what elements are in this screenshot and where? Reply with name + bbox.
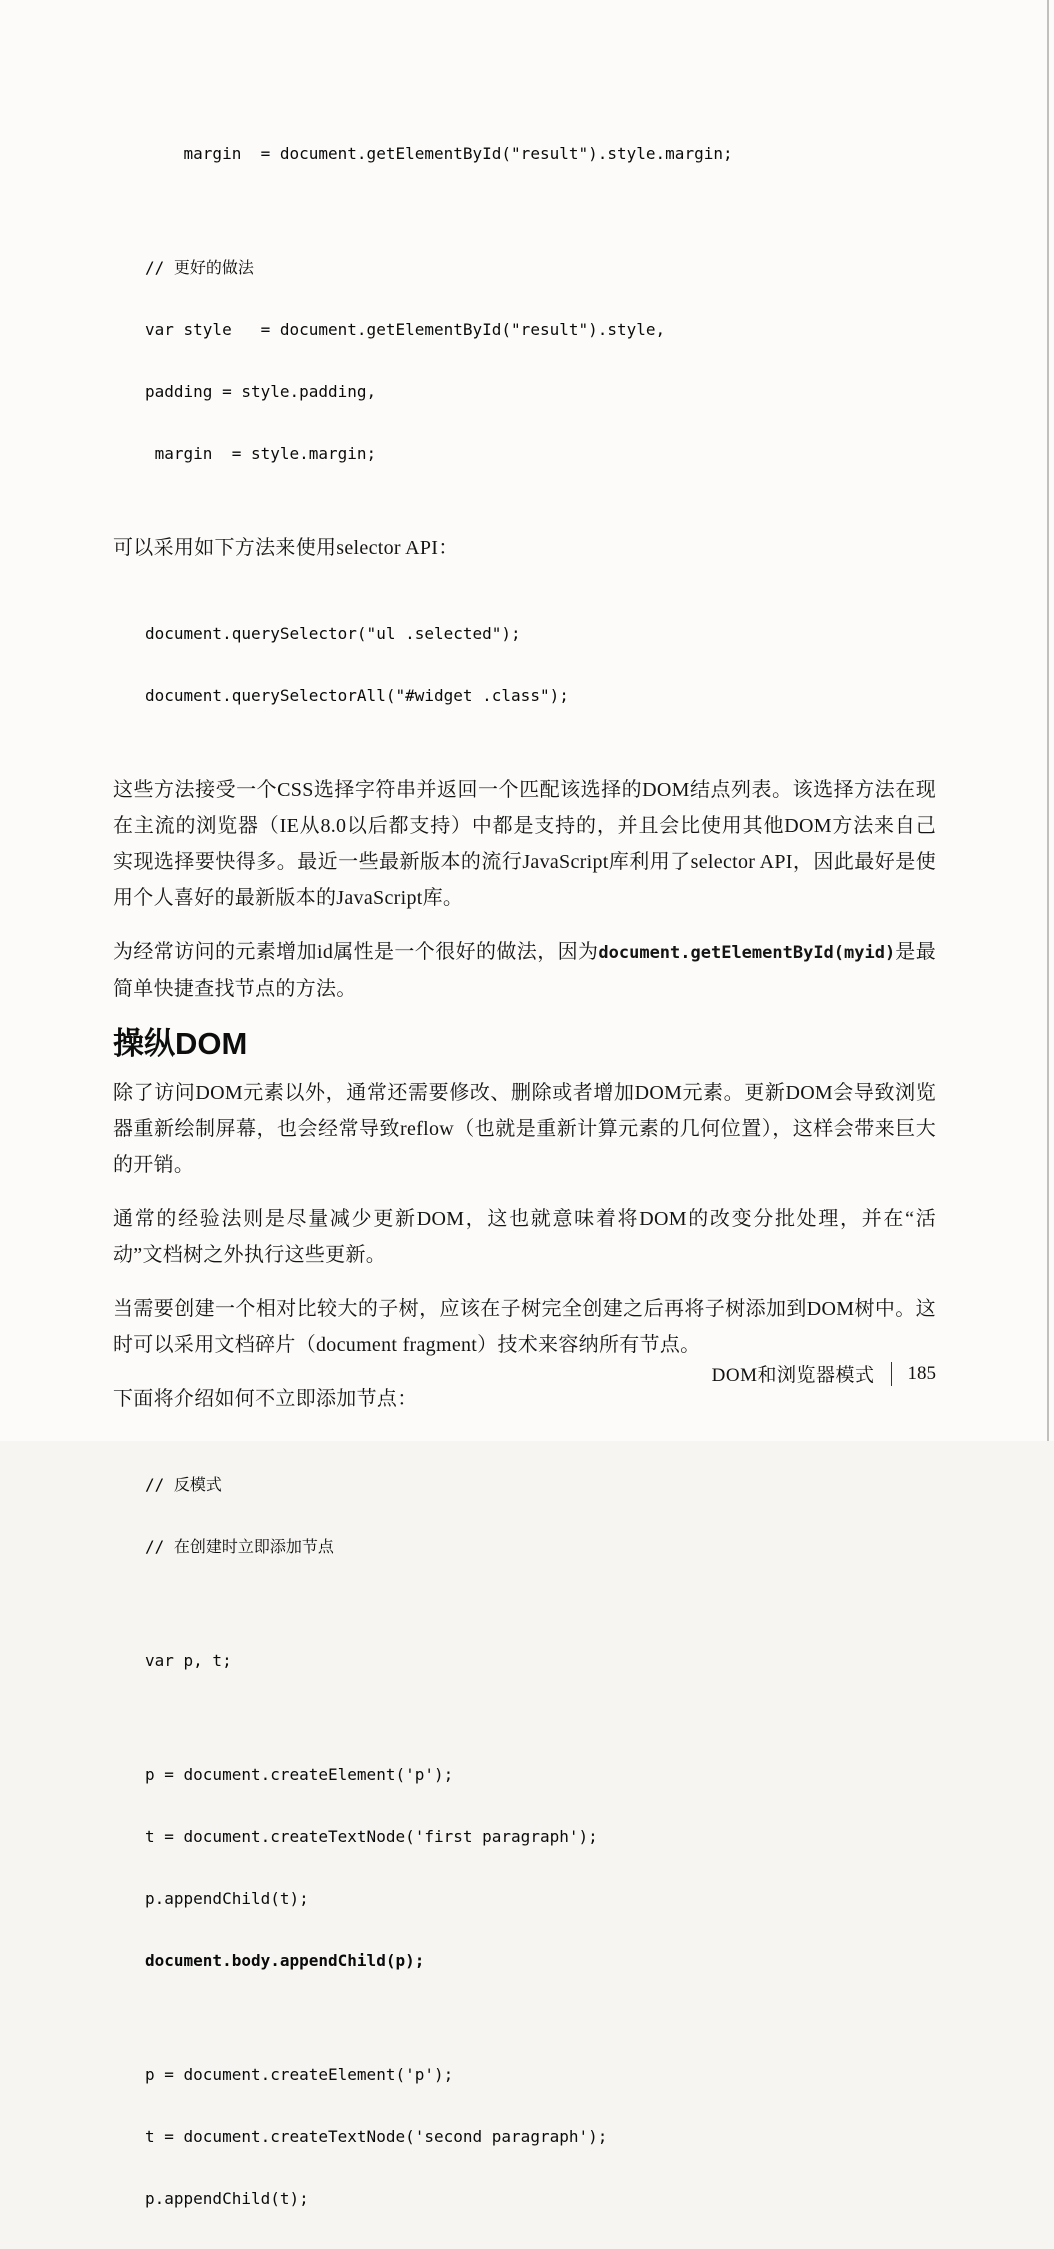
code-line: p = document.createElement('p'); — [145, 2065, 454, 2084]
code-line: p = document.createElement('p'); — [145, 1765, 454, 1784]
code-line: var style = document.getElementById("result").style, — [145, 320, 666, 339]
paragraph-document-fragment: 当需要创建一个相对比较大的子树，应该在子树完全创建之后再将子树添加到DOM树中。这时可以采用文档碎片（document fragment）技术来容纳所有节点。 — [113, 1298, 936, 1356]
code-line — [145, 204, 936, 218]
paragraph-id-attribute — [113, 934, 936, 1007]
code-line: margin = style.margin; — [145, 444, 377, 463]
code-line: margin = document.getElementById("result").style.margin; — [145, 144, 733, 163]
code-line: padding = style.padding, — [145, 382, 377, 401]
paragraph-selector-api-details: 这些方法接受一个CSS选择字符串并返回一个匹配该选择的DOM结点列表。该选择方法在现在主流的浏览器（IE从8.0以后都支持）中都是支持的，并且会比使用其他DOM方法来自己实现选择要快得多。最近一些最新版本的流行JavaScript库利用了selector API，因此最好是使用个人喜好的最新版本的JavaScript库。 — [113, 779, 936, 909]
code-block-query-selector — [145, 584, 936, 746]
code-line: var p, t; — [145, 1651, 232, 1670]
code-block-style-access — [145, 104, 936, 504]
paragraph-dom-update-cost: 除了访问DOM元素以外，通常还需要修改、删除或者增加DOM元素。更新DOM会导致浏览器重新绘制屏幕，也会经常导致reflow（也就是重新计算元素的几何位置），这样会带来巨大的开销。 — [113, 1082, 936, 1176]
footer-divider — [891, 1362, 892, 1386]
code-line: t = document.createTextNode('second paragraph'); — [145, 2127, 608, 2146]
code-line: document.querySelectorAll("#widget .class"); — [145, 686, 569, 705]
code-line: p.appendChild(t); — [145, 1889, 309, 1908]
paragraph-selector-api-intro: 可以采用如下方法来使用selector API： — [113, 537, 459, 559]
code-line — [145, 1597, 936, 1611]
page-number: 185 — [907, 1362, 936, 1384]
code-block-antipattern — [145, 1435, 936, 2249]
paragraph-text: 是最简单快捷查找节点的方法。 — [113, 941, 936, 1000]
page-footer — [712, 1360, 936, 1387]
section-heading-dom-manipulation: 操纵DOM — [113, 1026, 248, 1061]
footer-chapter-title: DOM和浏览器模式 — [711, 1365, 875, 1386]
code-line: // 在创建时立即添加节点 — [145, 1537, 334, 1556]
code-line: t = document.createTextNode('first paragraph'); — [145, 1827, 598, 1846]
paragraph-text: 为经常访问的元素增加id属性是一个很好的做法，因为 — [113, 941, 599, 963]
code-line-bold: document.body.appendChild(p); — [145, 1951, 425, 1970]
code-line — [145, 2011, 936, 2025]
paragraph-antipattern-intro: 下面将介绍如何不立即添加节点： — [113, 1388, 418, 1410]
code-line: document.querySelector("ul .selected"); — [145, 624, 521, 643]
code-line: // 更好的做法 — [145, 258, 254, 277]
paragraph-batch-updates: 通常的经验法则是尽量减少更新DOM，这也就意味着将DOM的改变分批处理，并在“活动”文档树之外执行这些更新。 — [113, 1208, 936, 1266]
code-line — [145, 1711, 936, 1725]
inline-code: document.getElementById(myid) — [598, 943, 896, 963]
code-line: // 反模式 — [145, 1475, 222, 1494]
scan-edge-line — [1047, 0, 1049, 1441]
code-line: p.appendChild(t); — [145, 2189, 309, 2208]
